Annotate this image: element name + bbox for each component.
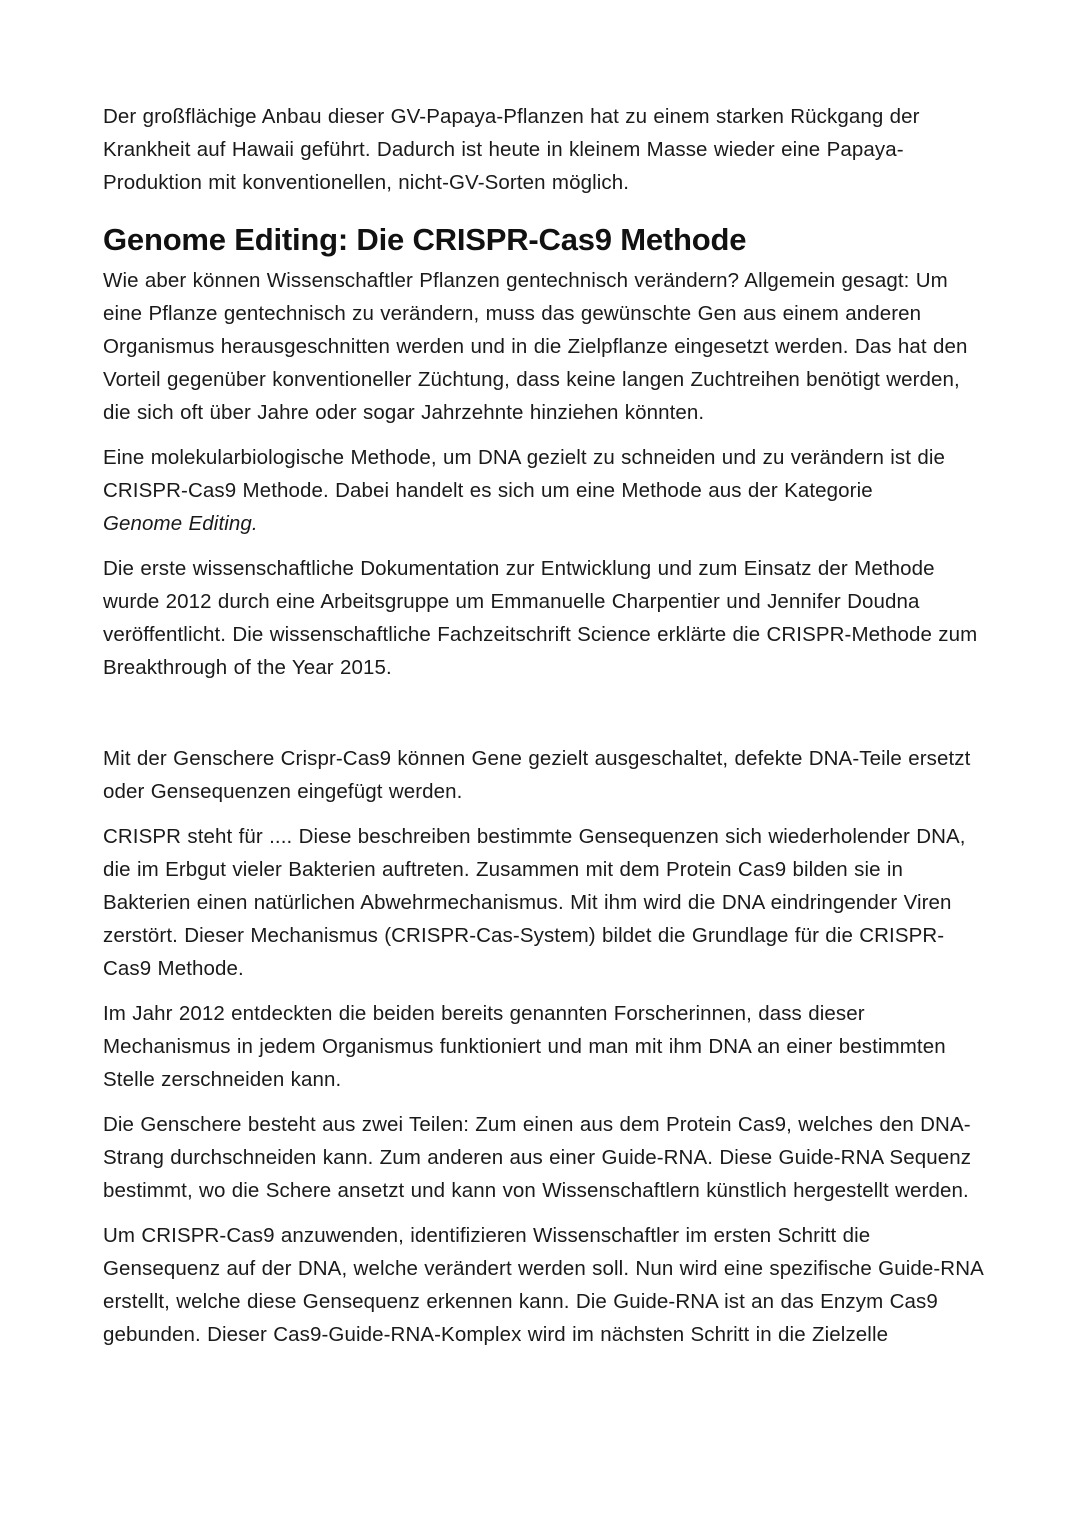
genome-editing-term: Genome Editing. (103, 512, 258, 535)
paragraph-methode-text: Eine molekularbiologische Methode, um DNA gezielt zu schneiden und zu verändern ist die CRISPR-Cas9 Methode. Dabei handelt es sich um eine Methode aus der Kategorie (103, 446, 946, 502)
section-heading: Genome Editing: Die CRISPR-Cas9 Methode (103, 222, 747, 257)
paragraph-genschere-teile: Die Genschere besteht aus zwei Teilen: Zum einen aus dem Protein Cas9, welches den DNA-Strang durchschneiden kann. Zum anderen aus einer Guide-RNA. Diese Guide-RNA Sequenz bestimmt, wo die Schere ansetzt und kann von Wissenschaftlern künstlich hergestellt werden. (103, 1113, 972, 1202)
paragraph-dokumentation: Die erste wissenschaftliche Dokumentation zur Entwicklung und zum Einsatz der Methode wurde 2012 durch eine Arbeitsgruppe um Emmanuelle Charpentier und Jennifer Doudna veröffentlicht. Die wissenschaftliche Fachzeitschrift Science erklärte die CRISPR-Methode zum Breakthrough of the Year 2015. (103, 557, 978, 679)
blank-space (103, 684, 983, 742)
paragraph-genschere-intro: Mit der Genschere Crispr-Cas9 können Gene gezielt ausgeschaltet, defekte DNA-Teile ersetzt oder Gensequenzen eingefügt werden. (103, 747, 971, 803)
paragraph-anwendung: Um CRISPR-Cas9 anzuwenden, identifizieren Wissenschaftler im ersten Schritt die Gensequenz auf der DNA, welche verändert werden soll. Nun wird eine spezifische Guide-RNA erstellt, welche diese Gensequenz erkennen kann. Die Guide-RNA ist an das Enzym Cas9 gebunden. Dieser Cas9-Guide-RNA-Komplex wird im nächsten Schritt in die Zielzelle (103, 1224, 983, 1346)
paragraph-gentechnik: Wie aber können Wissenschaftler Pflanzen gentechnisch verändern? Allgemein gesagt: Um eine Pflanze gentechnisch zu verändern, muss das gewünschte Gen aus einem anderen Organismus herausgeschnitten werden und in die Zielpflanze eingesetzt werden. Das hat den Vorteil gegenüber konventioneller Züchtung, dass keine langen Zuchtreihen benötigt werden, die sich oft über Jahre oder sogar Jahrzehnte hinziehen könnten. (103, 269, 968, 424)
intro-paragraph: Der großflächige Anbau dieser GV-Papaya-Pflanzen hat zu einem starken Rückgang der Krankheit auf Hawaii geführt. Dadurch ist heute in kleinem Masse wieder eine Papaya-Produktion mit konventionellen, nicht-GV-Sorten möglich. (103, 105, 920, 194)
section-heading-block (103, 220, 983, 260)
paragraph-methode (103, 441, 983, 540)
paragraph-crispr-bedeutung: CRISPR steht für .... Diese beschreiben bestimmte Gensequenzen sich wiederholender DNA, die im Erbgut vieler Bakterien auftreten. Zusammen mit dem Protein Cas9 bilden sie in Bakterien einen natürlichen Abwehrmechanismus. Mit ihm wird die DNA eindringender Viren zerstört. Dieser Mechanismus (CRISPR-Cas-System) bildet die Grundlage für die CRISPR-Cas9 Methode. (103, 825, 966, 980)
document-page (103, 100, 983, 1351)
paragraph-entdeckung-2012: Im Jahr 2012 entdeckten die beiden bereits genannten Forscherinnen, dass dieser Mechanismus in jedem Organismus funktioniert und man mit ihm DNA an einer bestimmten Stelle zerschneiden kann. (103, 1002, 946, 1091)
